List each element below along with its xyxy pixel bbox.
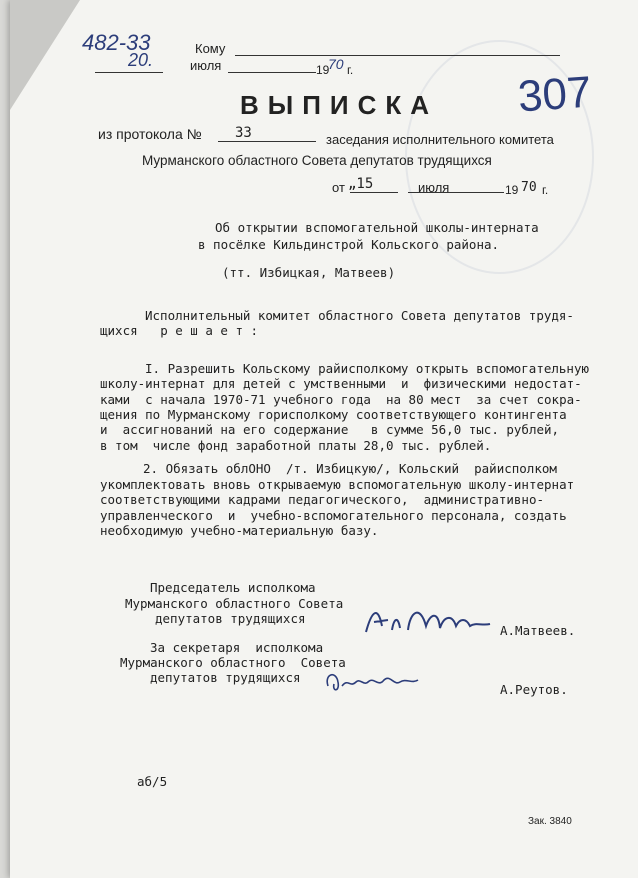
date-month: июля xyxy=(190,58,222,73)
chair-name: А.Матвеев. xyxy=(500,623,576,638)
chair-title-1: Председатель исполкома xyxy=(150,580,316,595)
document-title: ВЫПИСКА xyxy=(240,90,439,120)
protocol-from-label: из протокола № xyxy=(98,126,202,142)
date-month-underline xyxy=(228,72,316,73)
date-day: 20. xyxy=(128,50,154,70)
secretary-title-2: Мурманского областного Совета xyxy=(120,655,346,670)
para1-line6: в том числе фонд заработной платы 28,0 тыс. рублей. xyxy=(100,438,492,453)
para2-line3: соответствующими кадрами педагогического, административно- xyxy=(100,492,545,507)
to-label: Кому xyxy=(195,41,226,56)
protocol-from-date-label: от xyxy=(332,180,345,195)
body-intro-1: Исполнительный комитет областного Совета депутатов трудя- xyxy=(145,308,574,323)
protocol-council: Мурманского областного Совета депутатов трудящихся xyxy=(142,153,492,168)
chair-title-3: депутатов трудящихся xyxy=(155,611,306,626)
para2-line4: управленческого и учебно-вспомогательного персонала, создать xyxy=(100,508,567,523)
para1-line5: и ассигнований на его содержание в сумме 56,0 тыс. рублей, xyxy=(100,422,560,437)
date-year-end: г. xyxy=(347,63,354,77)
protocol-month: июля xyxy=(418,180,450,195)
body-intro-2: щихся р е ш а е т : xyxy=(100,323,259,338)
chair-title-2: Мурманского областного Совета xyxy=(125,596,344,611)
protocol-year-prefix: 19 xyxy=(505,183,519,197)
subject-line-1: Об открытии вспомогательной школы-интерната xyxy=(215,220,539,235)
footer-order: Зак. 3840 xyxy=(528,816,572,827)
para1-line4: щения по Мурманскому горисполкому соответствующего контингента xyxy=(100,407,567,422)
chair-handwritten-signature xyxy=(360,596,520,640)
secretary-title-1: За секретаря исполкома xyxy=(150,640,324,655)
protocol-number: 33 xyxy=(235,125,252,141)
to-underline xyxy=(235,55,560,56)
protocol-year-end: г. xyxy=(542,183,549,197)
protocol-session-label: заседания исполнительного комитета xyxy=(326,132,554,147)
protocol-day: „15 xyxy=(348,176,374,192)
para2-line2: укомплектовать вновь открываемую вспомогательную школу-интернат xyxy=(100,477,575,492)
para2-line1: 2. Обязать облОНО /т. Избицкую/, Кольский райисполком xyxy=(143,461,557,476)
para1-line3: ками с начала 1970-71 учебного года на 80 мест за счет сокра- xyxy=(100,392,582,407)
date-day-underline xyxy=(95,72,163,73)
protocol-year-suffix: 70 xyxy=(521,180,537,195)
file-number: 482-33 xyxy=(82,30,151,55)
secretary-title-3: депутатов трудящихся xyxy=(150,670,301,685)
subject-line-2: в посёлке Кильдинстрой Кольского района. xyxy=(198,237,500,252)
folded-corner xyxy=(10,0,80,110)
document-page xyxy=(10,0,638,878)
secretary-name: А.Реутов. xyxy=(500,682,568,697)
secretary-handwritten-signature xyxy=(320,664,430,700)
protocol-number-underline xyxy=(218,141,316,142)
date-year-suffix: 70 xyxy=(328,56,344,72)
archive-number: 307 xyxy=(516,67,594,122)
protocol-month-underline xyxy=(408,192,504,193)
para2-line5: необходимую учебно-материальную базу. xyxy=(100,523,379,538)
para1-line2: школу-интернат для детей с умственными и физическими недостат- xyxy=(100,376,582,391)
subject-speakers: (тт. Избицкая, Матвеев) xyxy=(222,265,396,280)
date-year-prefix: 19 xyxy=(316,63,330,77)
protocol-day-underline xyxy=(350,192,398,193)
footer-ref: аб/5 xyxy=(137,774,168,789)
para1-line1: I. Разрешить Кольскому райисполкому открыть вспомогательную xyxy=(145,361,590,376)
